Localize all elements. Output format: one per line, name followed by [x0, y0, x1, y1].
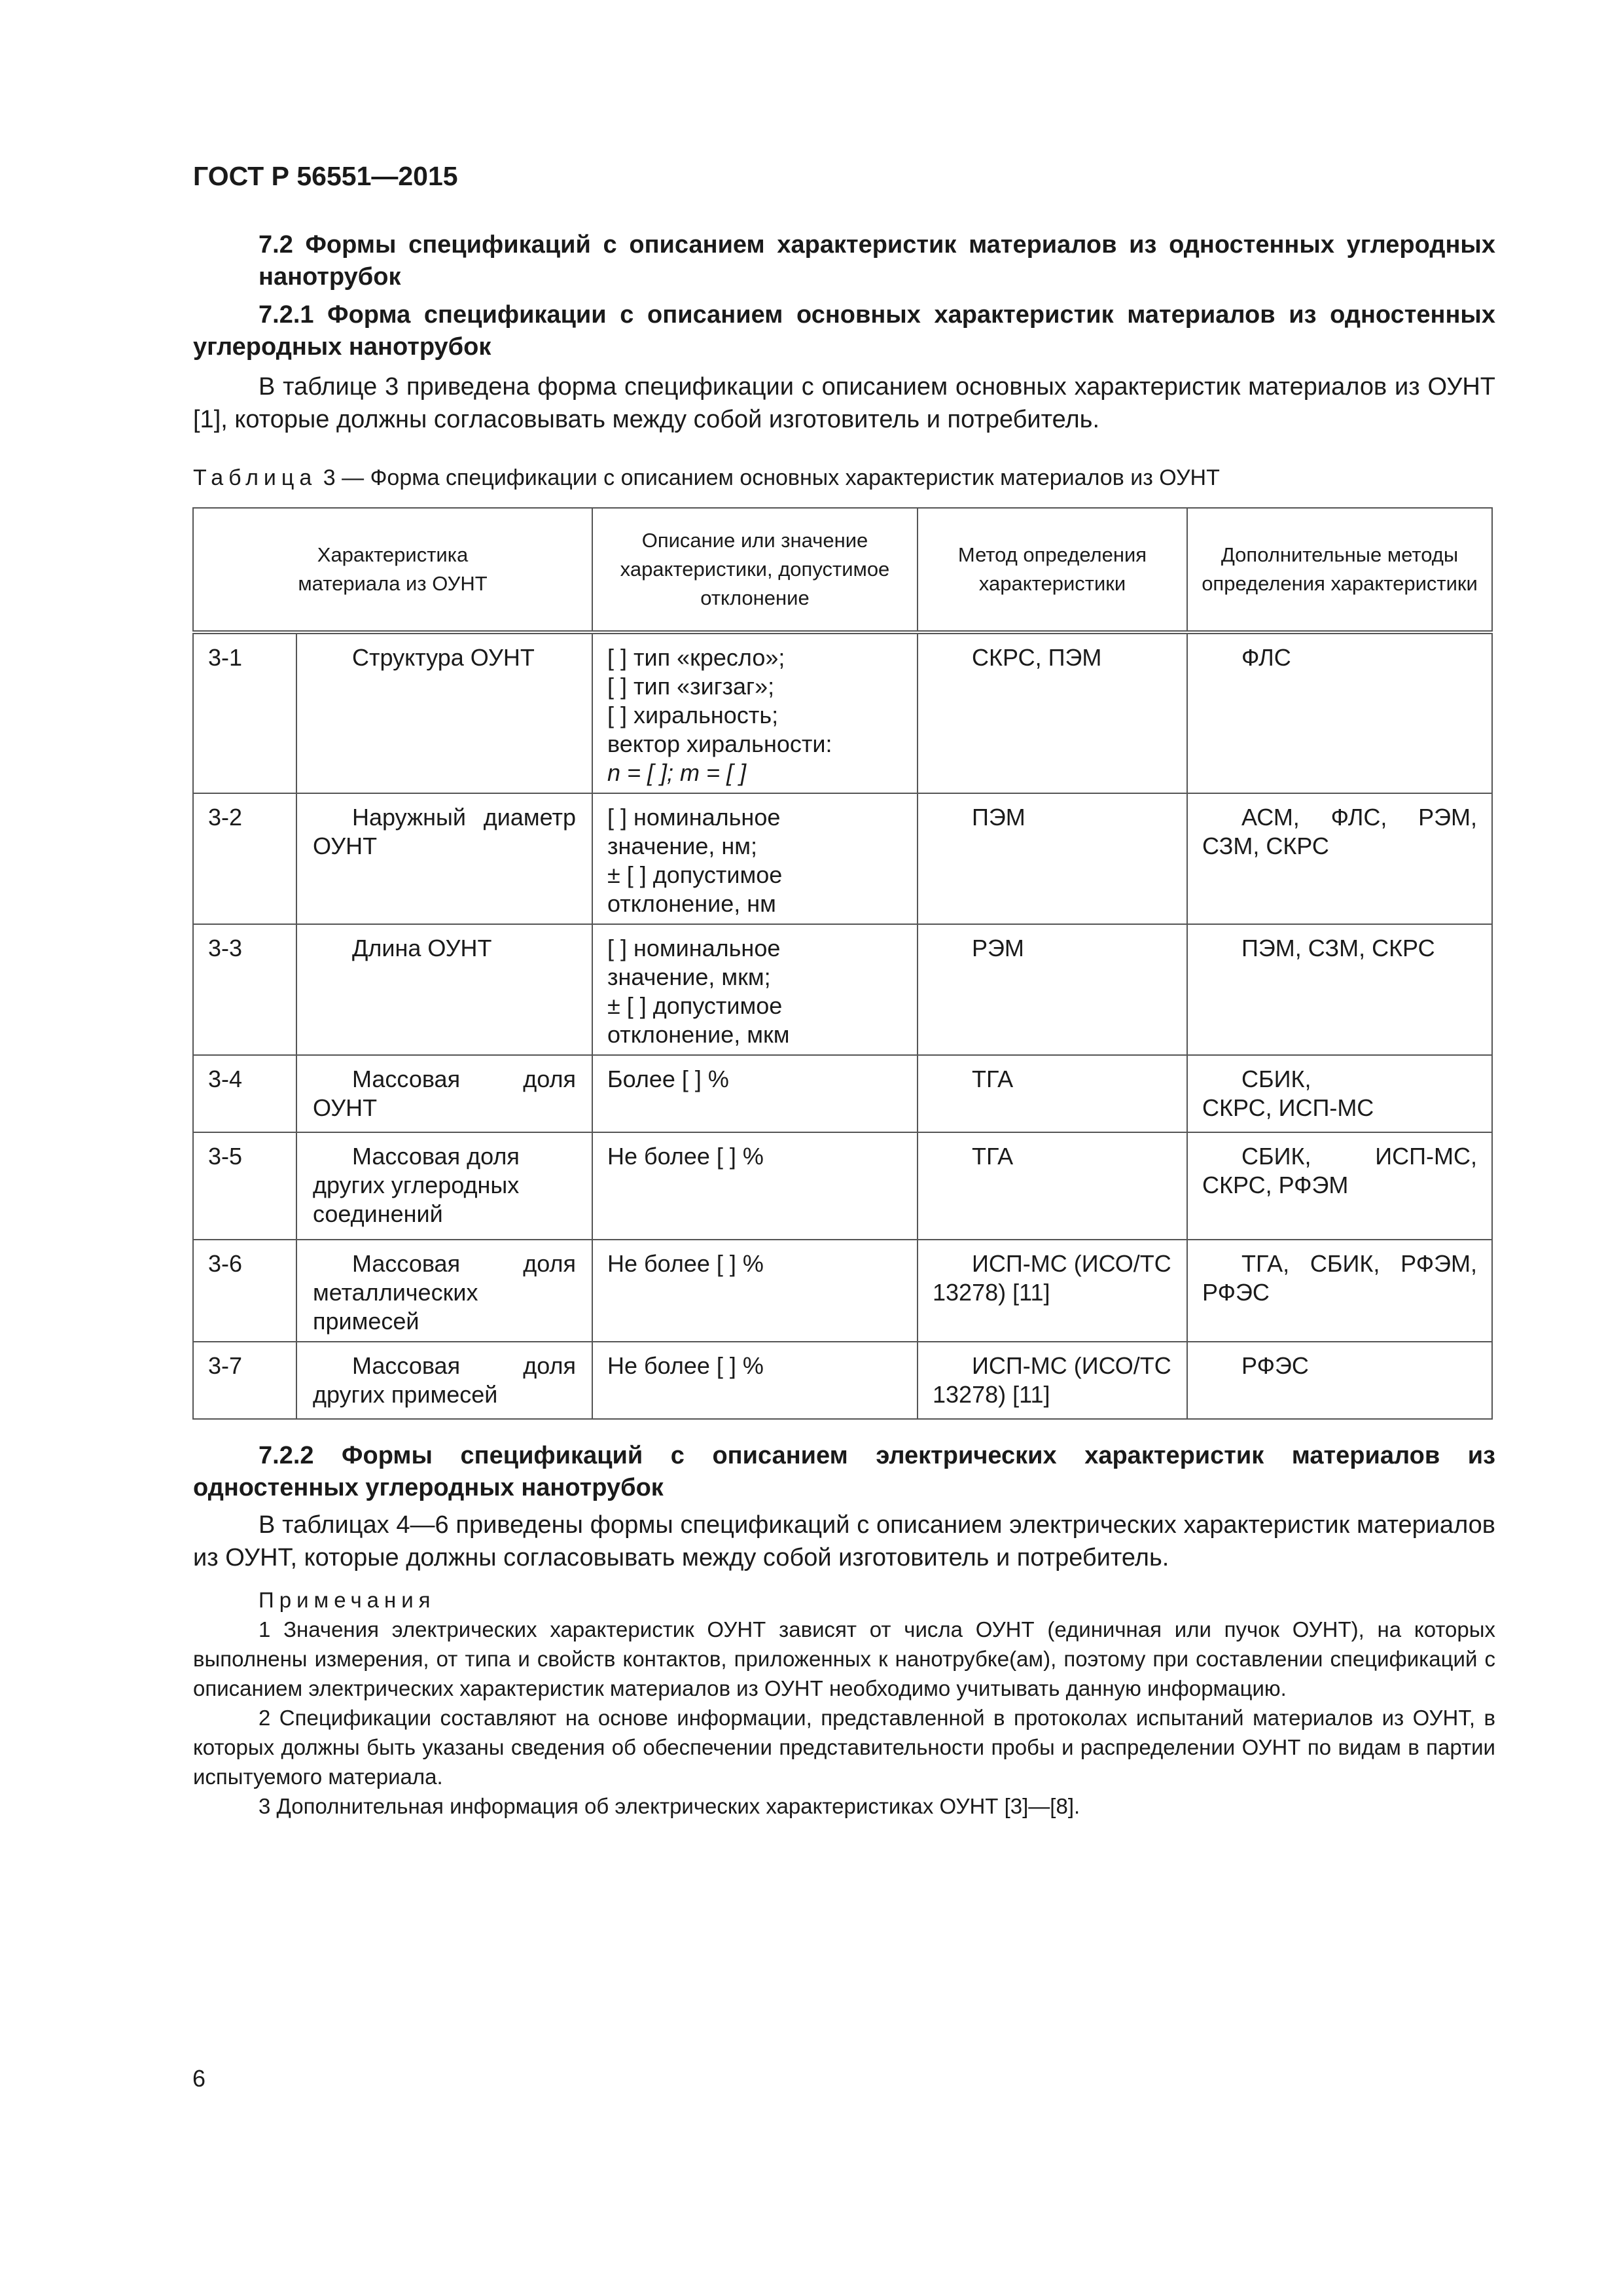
determination-method: ТГА — [918, 1055, 1187, 1132]
determination-method: РЭМ — [918, 924, 1187, 1055]
note-item: 2 Спецификации составляют на основе информации, представленной в протоколах испытаний материалов из ОУНТ, в которых должны быть указаны сведения об обеспечении представительности пробы и распределении ОУНТ по видам в партии испытуемого материала. — [193, 1706, 1495, 1789]
table-caption-text: 3 — Форма спецификации с описанием основных характеристик материалов из ОУНТ — [323, 465, 1220, 490]
header-description: Описание или значение характеристики, допустимое отклонение — [592, 508, 918, 632]
characteristic-name — [296, 793, 592, 924]
additional-methods-text: ТГА, СБИК, РФЭМ, РФЭС — [1202, 1250, 1477, 1306]
desc-line: Не более [ ] % — [607, 1250, 764, 1277]
determination-method: ПЭМ — [918, 793, 1187, 924]
additional-methods — [1187, 793, 1492, 924]
characteristic-description — [592, 632, 918, 793]
characteristic-name — [296, 1342, 592, 1419]
header-method: Метод определения характеристики — [918, 508, 1187, 632]
additional-methods — [1187, 1240, 1492, 1342]
characteristic-description — [592, 1240, 918, 1342]
desc-line: [ ] номинальное — [607, 935, 781, 961]
additional-methods: ФЛС — [1187, 632, 1492, 793]
additional-methods-text: СБИК, ИСП-МС, СКРС, РФЭМ — [1202, 1143, 1477, 1198]
section-7-2-1-heading: 7.2.1 Форма спецификации с описанием основных характеристик материалов из одностенных углеродных нанотрубок — [193, 301, 1495, 361]
row-number: 3-2 — [193, 793, 296, 924]
characteristic-name — [296, 1132, 592, 1240]
determination-method-text: ИСП-МС (ИСО/ТС 13278) [11] — [933, 1250, 1171, 1306]
determination-method — [918, 1240, 1187, 1342]
desc-line: отклонение, мкм — [607, 1021, 790, 1048]
desc-line: Не более [ ] % — [607, 1352, 764, 1379]
determination-method: ТГА — [918, 1132, 1187, 1240]
desc-line: [ ] номинальное — [607, 804, 781, 831]
row-number: 3-7 — [193, 1342, 296, 1419]
additional-methods — [1187, 1132, 1492, 1240]
row-number: 3-5 — [193, 1132, 296, 1240]
table-row — [193, 1055, 1492, 1132]
specification-table — [192, 507, 1493, 1420]
row-number: 3-4 — [193, 1055, 296, 1132]
additional-methods-text: СБИК, СКРС, ИСП-МС — [1202, 1066, 1374, 1121]
characteristic-name-text: Массовая доля металлических примесей — [313, 1250, 576, 1335]
table-row — [193, 924, 1492, 1055]
section-7-2-heading: 7.2 Формы спецификаций с описанием характеристик материалов из одностенных углеродных нанотрубок — [259, 231, 1495, 291]
table-row — [193, 632, 1492, 793]
paragraph-tables4-6-intro: В таблицах 4—6 приведены формы спецификаций с описанием электрических характеристик материалов из ОУНТ, которые должны согласовывать между собой изготовитель и потребитель. — [193, 1511, 1495, 1571]
characteristic-description — [592, 1342, 918, 1419]
additional-methods-text: АСМ, ФЛС, РЭМ, СЗМ, СКРС — [1202, 804, 1477, 859]
desc-line: [ ] тип «кресло»; — [607, 644, 785, 671]
desc-line: Более [ ] % — [607, 1066, 729, 1092]
desc-line: ± [ ] допустимое — [607, 992, 783, 1019]
note-item: 3 Дополнительная информация об электрических характеристиках ОУНТ [3]—[8]. — [259, 1794, 1080, 1818]
characteristic-name-text: Массовая доля других углеродных соединений — [313, 1143, 520, 1227]
row-number: 3-3 — [193, 924, 296, 1055]
characteristic-name-text: Массовая доля других примесей — [313, 1352, 576, 1408]
characteristic-name: Длина ОУНТ — [296, 924, 592, 1055]
additional-methods: РФЭС — [1187, 1342, 1492, 1419]
characteristic-name-text: Массовая доля ОУНТ — [313, 1066, 576, 1121]
desc-line: Не более [ ] % — [607, 1143, 764, 1170]
table-row — [193, 1342, 1492, 1419]
characteristic-description — [592, 793, 918, 924]
characteristic-name-text: Наружный диаметр ОУНТ — [313, 804, 576, 859]
table-row — [193, 793, 1492, 924]
desc-line: [ ] хиральность; — [607, 702, 779, 728]
characteristic-description — [592, 1132, 918, 1240]
table-row — [193, 1240, 1492, 1342]
table-caption-label: Таблица — [193, 465, 317, 490]
desc-line: значение, мкм; — [607, 963, 771, 990]
section-7-2-2-heading: 7.2.2 Формы спецификаций с описанием электрических характеристик материалов из одностенных углеродных нанотрубок — [193, 1442, 1495, 1501]
additional-methods — [1187, 1055, 1492, 1132]
desc-line: отклонение, нм — [607, 890, 776, 917]
characteristic-description — [592, 924, 918, 1055]
notes-title: Примечания — [259, 1588, 436, 1612]
page-number: 6 — [192, 2065, 206, 2092]
table-header-row — [193, 508, 1492, 632]
characteristic-name — [296, 1055, 592, 1132]
characteristic-name: Структура ОУНТ — [296, 632, 592, 793]
paragraph-table3-intro: В таблице 3 приведена форма спецификации с описанием основных характеристик материалов из ОУНТ [1], которые должны согласовывать между собой изготовитель и потребитель. — [193, 373, 1495, 433]
notes-block — [193, 1585, 1495, 1821]
row-number: 3-1 — [193, 632, 296, 793]
desc-line: n = [ ]; m = [ ] — [607, 759, 747, 786]
determination-method — [918, 1342, 1187, 1419]
document-header: ГОСТ Р 56551—2015 — [193, 161, 458, 191]
header-characteristic: Характеристика материала из ОУНТ — [193, 508, 592, 632]
table-row — [193, 1132, 1492, 1240]
additional-methods: ПЭМ, СЗМ, СКРС — [1187, 924, 1492, 1055]
table-caption — [193, 465, 1495, 491]
header-additional-methods: Дополнительные методы определения характеристики — [1187, 508, 1492, 632]
desc-line: значение, нм; — [607, 833, 758, 859]
characteristic-description — [592, 1055, 918, 1132]
note-item: 1 Значения электрических характеристик ОУНТ зависят от числа ОУНТ (единичная или пучок ОУНТ), на которых выполнены измерения, от типа и свойств контактов, приложенных к нанотрубке(ам), поэтому при составлении спецификаций с описанием электрических характеристик материалов из ОУНТ необходимо учитывать данную информацию. — [193, 1617, 1495, 1700]
characteristic-name — [296, 1240, 592, 1342]
desc-line: ± [ ] допустимое — [607, 861, 783, 888]
determination-method-text: ИСП-МС (ИСО/ТС 13278) [11] — [933, 1352, 1171, 1408]
row-number: 3-6 — [193, 1240, 296, 1342]
desc-line: [ ] тип «зигзаг»; — [607, 673, 775, 700]
desc-line: вектор хиральности: — [607, 730, 832, 757]
determination-method: СКРС, ПЭМ — [918, 632, 1187, 793]
